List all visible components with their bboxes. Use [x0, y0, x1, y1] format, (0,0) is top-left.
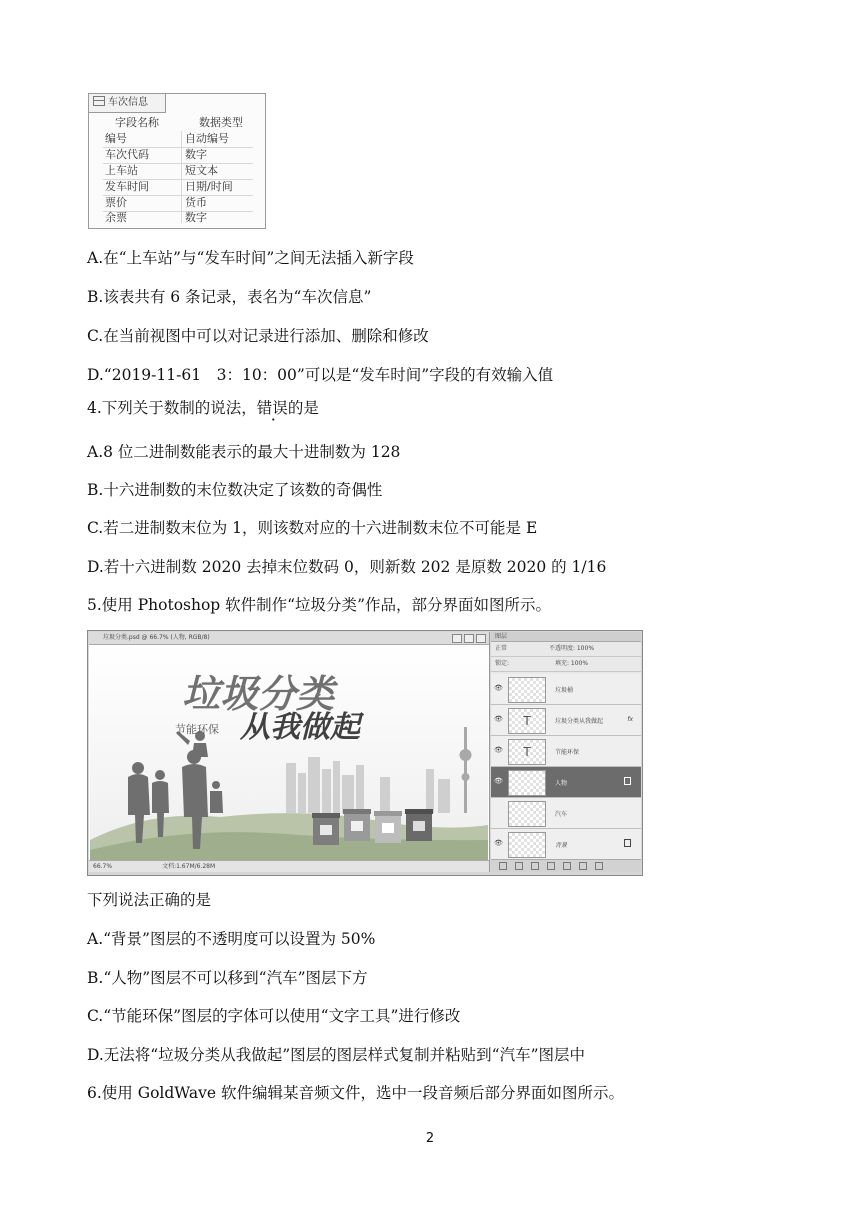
layer-thumbnail: [508, 801, 546, 827]
blend-options-row: [491, 642, 641, 657]
layer-thumbnail: [508, 677, 546, 703]
layer-row[interactable]: [491, 705, 641, 736]
layer-row[interactable]: [491, 798, 641, 829]
lock-icon: [624, 777, 631, 785]
table-header-row: [89, 115, 265, 131]
layer-row[interactable]: [491, 674, 641, 705]
poster-title: 垃圾分类: [182, 672, 335, 716]
q5-option-b: B.“人物”图层不可以移到“汽车”图层下方: [87, 969, 368, 987]
page-number: 2: [425, 1131, 435, 1146]
q4-option-c: C.若二进制数末位为 1，则该数对应的十六进制数末位不可能是 E: [87, 519, 538, 537]
layer-name: 节能环保: [555, 749, 580, 756]
fill-control[interactable]: 填充: 100%: [554, 660, 589, 667]
table-row[interactable]: [89, 179, 265, 195]
layer-row[interactable]: [491, 829, 641, 860]
eye-icon[interactable]: 👁: [494, 684, 503, 692]
adjustment-icon[interactable]: [547, 862, 555, 870]
table-row[interactable]: [89, 131, 265, 147]
field-type: 短文本: [185, 164, 218, 177]
opacity-control[interactable]: 不透明度: 100%: [548, 645, 595, 652]
field-name: 余票: [105, 211, 127, 224]
poster-small-text: 节能环保: [175, 723, 219, 736]
layers-panel-title[interactable]: 图层: [491, 632, 641, 642]
q3-option-c: C.在当前视图中可以对记录进行添加、删除和修改: [87, 327, 429, 345]
q5-option-c: C.“节能环保”图层的字体可以使用“文字工具”进行修改: [87, 1007, 461, 1025]
layer-thumbnail: [508, 770, 546, 796]
blend-mode-select[interactable]: 正常: [495, 645, 508, 652]
q5-option-d: D.无法将“垃圾分类从我做起”图层的图层样式复制并粘贴到“汽车”图层中: [87, 1046, 586, 1064]
trash-icon[interactable]: [595, 862, 603, 870]
text-layer-thumbnail: T: [508, 739, 546, 765]
header-data-type: 数据类型: [199, 116, 243, 129]
field-type: 数字: [185, 211, 207, 224]
lock-options-row: [491, 657, 641, 672]
eye-icon[interactable]: 👁: [494, 715, 503, 723]
status-bar: [89, 860, 489, 872]
header-field-name: 字段名称: [115, 116, 159, 129]
table-row[interactable]: [89, 163, 265, 179]
photoshop-screenshot: [87, 630, 643, 876]
q4-stem-post: 的是: [287, 399, 319, 417]
field-name: 上车站: [105, 164, 138, 177]
eye-icon[interactable]: 👁: [494, 777, 503, 785]
document-title-bar: [89, 632, 489, 645]
new-layer-icon[interactable]: [579, 862, 587, 870]
fx-button-icon[interactable]: [515, 862, 523, 870]
q4-stem-emphasis: 错误: [256, 399, 288, 417]
q5-stem: 5.使用 Photoshop 软件制作“垃圾分类”作品，部分界面如图所示。: [87, 596, 551, 614]
minimize-icon[interactable]: [452, 634, 462, 643]
q4-option-d: D.若十六进制数 2020 去掉末位数码 0，则新数 202 是原数 2020 的 1/16: [87, 558, 607, 576]
q3-option-d: D.“2019-11-61 3：10：00”可以是“发车时间”字段的有效输入值: [87, 366, 554, 384]
field-type: 货币: [185, 196, 207, 209]
layers-panel: [491, 632, 641, 872]
table-tab[interactable]: [89, 94, 166, 113]
layer-name: 背景: [555, 842, 568, 849]
layer-row[interactable]: [491, 736, 641, 767]
close-icon[interactable]: [476, 634, 486, 643]
zoom-level[interactable]: 66.7%: [93, 863, 113, 870]
eye-icon[interactable]: 👁: [494, 839, 503, 847]
q4-option-a: A.8 位二进制数能表示的最大十进制数为 128: [87, 443, 401, 461]
q3-option-b: B.该表共有 6 条记录，表名为“车次信息”: [87, 288, 372, 306]
layer-name: 汽车: [555, 811, 568, 818]
q4-stem: [87, 398, 319, 418]
layer-row-selected[interactable]: [491, 767, 641, 798]
document-title: 垃圾分类.psd @ 66.7% (人物, RGB/8): [103, 634, 210, 641]
table-row[interactable]: [89, 195, 265, 211]
eye-icon[interactable]: 👁: [494, 746, 503, 754]
maximize-icon[interactable]: [464, 634, 474, 643]
q5-after-text: 下列说法正确的是: [87, 891, 212, 909]
q4-option-b: B.十六进制数的末位数决定了该数的奇偶性: [87, 481, 383, 499]
q3-option-a: A.在“上车站”与“发车时间”之间无法插入新字段: [87, 249, 414, 267]
lock-icon: [624, 839, 631, 847]
mask-icon[interactable]: [531, 862, 539, 870]
lock-label: 锁定:: [495, 660, 510, 667]
q4-stem-pre: 4.下列关于数制的说法，: [87, 399, 257, 417]
layer-name: 人物: [555, 780, 568, 787]
q6-stem: 6.使用 GoldWave 软件编辑某音频文件，选中一段音频后部分界面如图所示。: [87, 1084, 624, 1102]
table-icon: [93, 96, 105, 106]
field-name: 票价: [105, 196, 127, 209]
field-name: 车次代码: [105, 148, 149, 161]
field-type: 自动编号: [185, 132, 229, 145]
document-size: 文档:1.67M/6.28M: [162, 863, 216, 870]
q5-option-a: A.“背景”图层的不透明度可以设置为 50%: [87, 930, 376, 948]
table-row[interactable]: [89, 147, 265, 163]
folder-icon[interactable]: [563, 862, 571, 870]
canvas[interactable]: [90, 645, 488, 860]
access-table-design-view: [88, 93, 266, 229]
fx-icon[interactable]: fx: [627, 716, 633, 723]
poster-artwork: [90, 645, 488, 860]
table-tab-title: 车次信息: [108, 97, 148, 108]
field-type: 数字: [185, 148, 207, 161]
link-icon[interactable]: [499, 862, 507, 870]
field-type: 日期/时间: [185, 180, 233, 193]
layer-thumbnail: [508, 832, 546, 858]
field-name: 发车时间: [105, 180, 149, 193]
table-row[interactable]: [89, 210, 265, 226]
layer-name: 垃圾桶: [555, 687, 574, 694]
document-window: [89, 632, 490, 872]
layers-bottom-bar: [491, 859, 641, 872]
layer-name: 垃圾分类从我做起: [555, 718, 604, 725]
poster-slogan: 从我做起: [240, 710, 360, 745]
text-layer-thumbnail: T: [508, 708, 546, 734]
field-name: 编号: [105, 132, 127, 145]
